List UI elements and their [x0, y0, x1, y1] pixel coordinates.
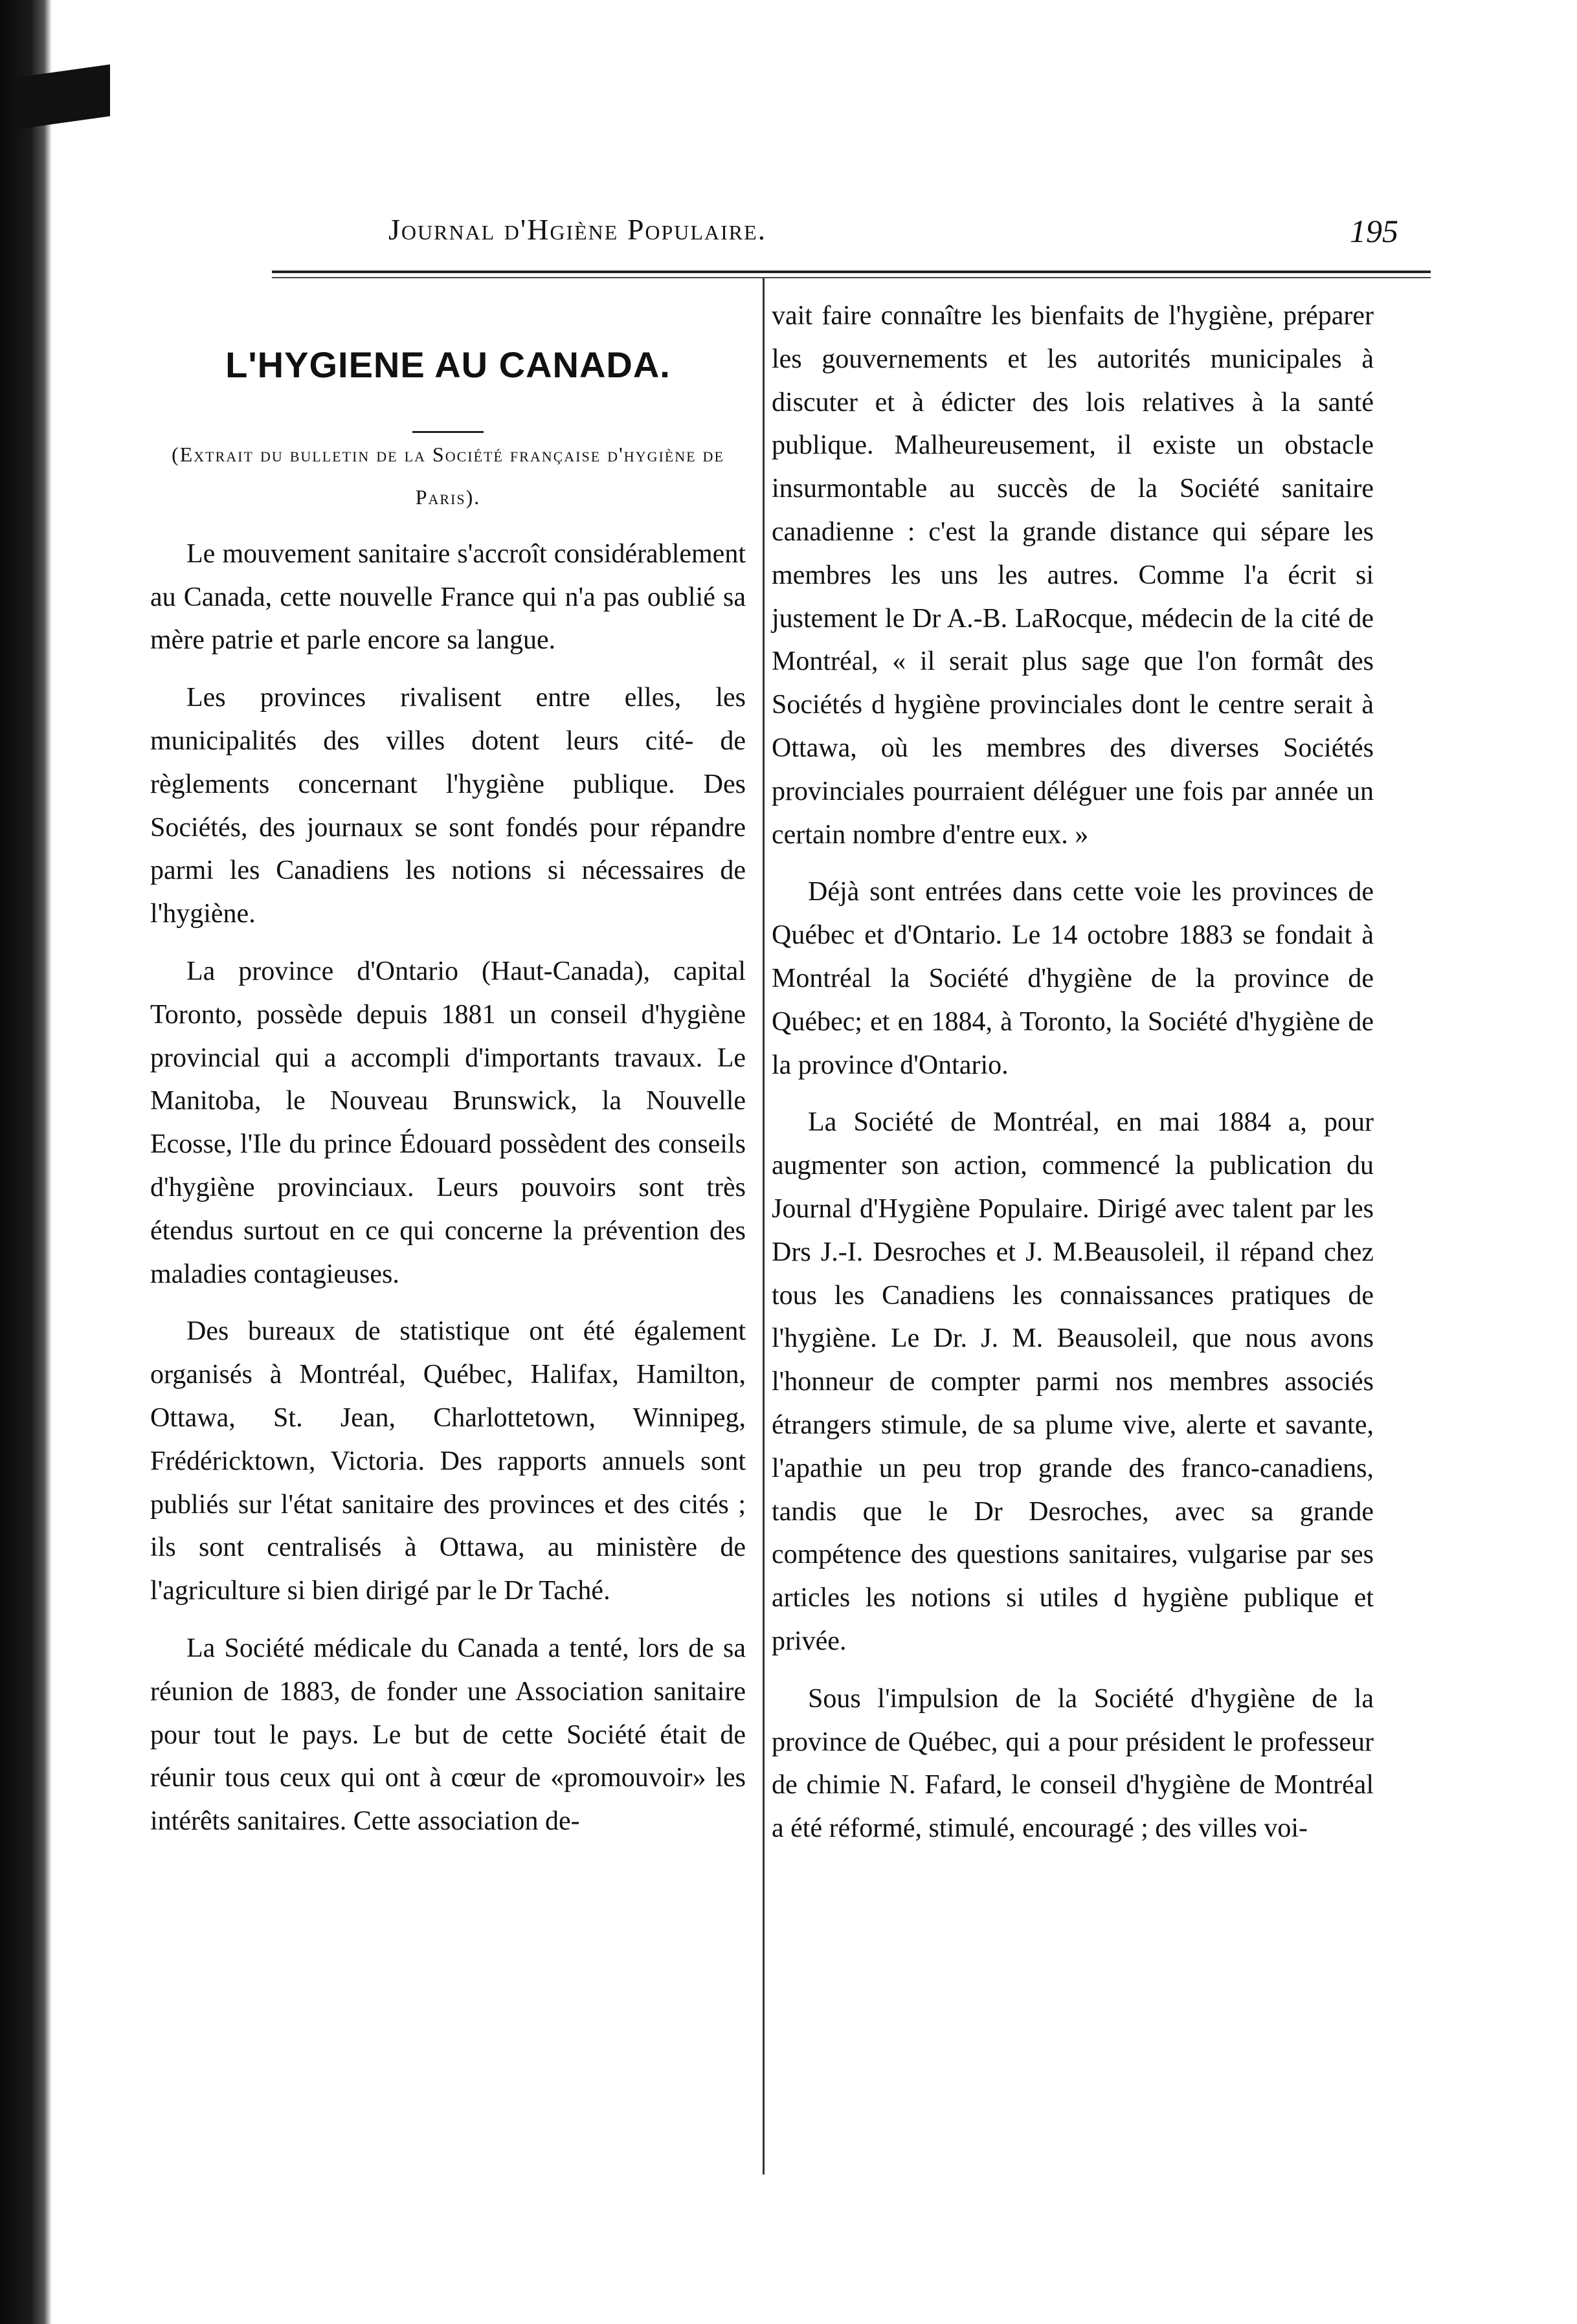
paragraph-continued: vait faire connaître les bienfaits de l'hygiène, préparer les gouvernements et les autorités municipales à discuter et à édicter des lois relatives à la santé publique. Malheureusement, il existe un obstacle insurmontable au succès de la Société sanitaire canadienne : c'est la grande distance qui sépare les membres les uns les autres. Comme l'a écrit si justement le Dr A.-B. LaRocque, médecin de la cité de Montréal, « il serait plus sage que l'on formât des Sociétés d hygiène provinciales dont le centre serait à Ottawa, où les membres des diverses Sociétés provinciales pourraient déléguer une fois par année un certain nombre d'entre eux. » — [772, 301, 1374, 850]
left-column — [150, 294, 746, 1843]
article-title: L'HYGIENE AU CANADA. — [225, 344, 671, 385]
page-binding-shadow — [0, 0, 52, 2324]
paragraph: Sous l'impulsion de la Société d'hygiène de la province de Québec, qui a pour président le professeur de chimie N. Fafard, le conseil d'hygiène de Montréal a été réformé, stimulé, encouragé ; des villes voi- — [772, 1683, 1374, 1844]
paragraph: La Société de Montréal, en mai 1884 a, pour augmenter son action, commencé la publication du Journal d'Hygiène Populaire. Dirigé avec talent par les Drs J.-I. Desroches et J. M.Beausoleil, il répand chez tous les Canadiens les connaissances pratiques de l'hygiène. Le Dr. J. M. Beausoleil, que nous avons l'honneur de compter parmi nos membres associés étrangers stimule, de sa plume vive, alerte et savante, l'apathie un peu trop grande des franco-canadiens, tandis que le Dr Desroches, avec sa grande compétence des questions sanitaires, vulgarise par ses articles les notions si utiles d hygiène publique et privée. — [772, 1107, 1374, 1656]
paragraph: Des bureaux de statistique ont été également organisés à Montréal, Québec, Halifax, Hamilton, Ottawa, St. Jean, Charlottetown, Winnipeg, Frédéricktown, Victoria. Des rapports annuels sont publiés sur l'état sanitaire des provinces et des cités ; ils sont centralisés à Ottawa, au ministère de l'agriculture si bien dirigé par le Dr Taché. — [150, 1316, 746, 1606]
header-rule-thin — [272, 277, 1431, 278]
running-head — [388, 212, 1398, 258]
page-number: 195 — [1350, 213, 1398, 249]
right-column — [772, 294, 1374, 1850]
paragraph: Les provinces rivalisent entre elles, les municipalités des villes dotent leurs cité- de règlements concernant l'hygiène publique. Des Sociétés, des journaux se sont fondés pour répandre parmi les Canadiens les notions si nécessaires de l'hygiène. — [150, 683, 746, 929]
paragraph: Déjà sont entrées dans cette voie les provinces de Québec et d'Ontario. Le 14 octobre 1883 se fondait à Montréal la Société d'hygiène de la province de Québec; et en 1884, à Toronto, la Société d'hygiène de la province d'Ontario. — [772, 877, 1374, 1080]
paragraph: Le mouvement sanitaire s'accroît considérablement au Canada, cette nouvelle France qui n'a pas oublié sa mère patrie et parle encore sa langue. — [150, 538, 746, 656]
paragraph: La province d'Ontario (Haut-Canada), capital Toronto, possède depuis 1881 un conseil d'hygiène provincial qui a accompli d'importants travaux. Le Manitoba, le Nouveau Brunswick, la Nouvelle Ecosse, l'Ile du prince Édouard possèdent des conseils d'hygiène provinciaux. Leurs pouvoirs sont très étendus surtout en ce qui concerne la prévention des maladies contagieuses. — [150, 956, 746, 1289]
source-note: (Extrait du bulletin de la Société française d'hygiène de Paris). — [172, 442, 724, 509]
paragraph: La Société médicale du Canada a tenté, lors de sa réunion de 1883, de fonder une Association sanitaire pour tout le pays. Le but de cette Société était de réunir tous ceux qui ont à cœur de «promouvoir» les intérêts sanitaires. Cette association de- — [150, 1633, 746, 1837]
header-rule — [272, 271, 1431, 273]
running-title: Journal d'Hgiène Populaire. — [388, 213, 767, 246]
column-divider — [763, 278, 765, 2175]
